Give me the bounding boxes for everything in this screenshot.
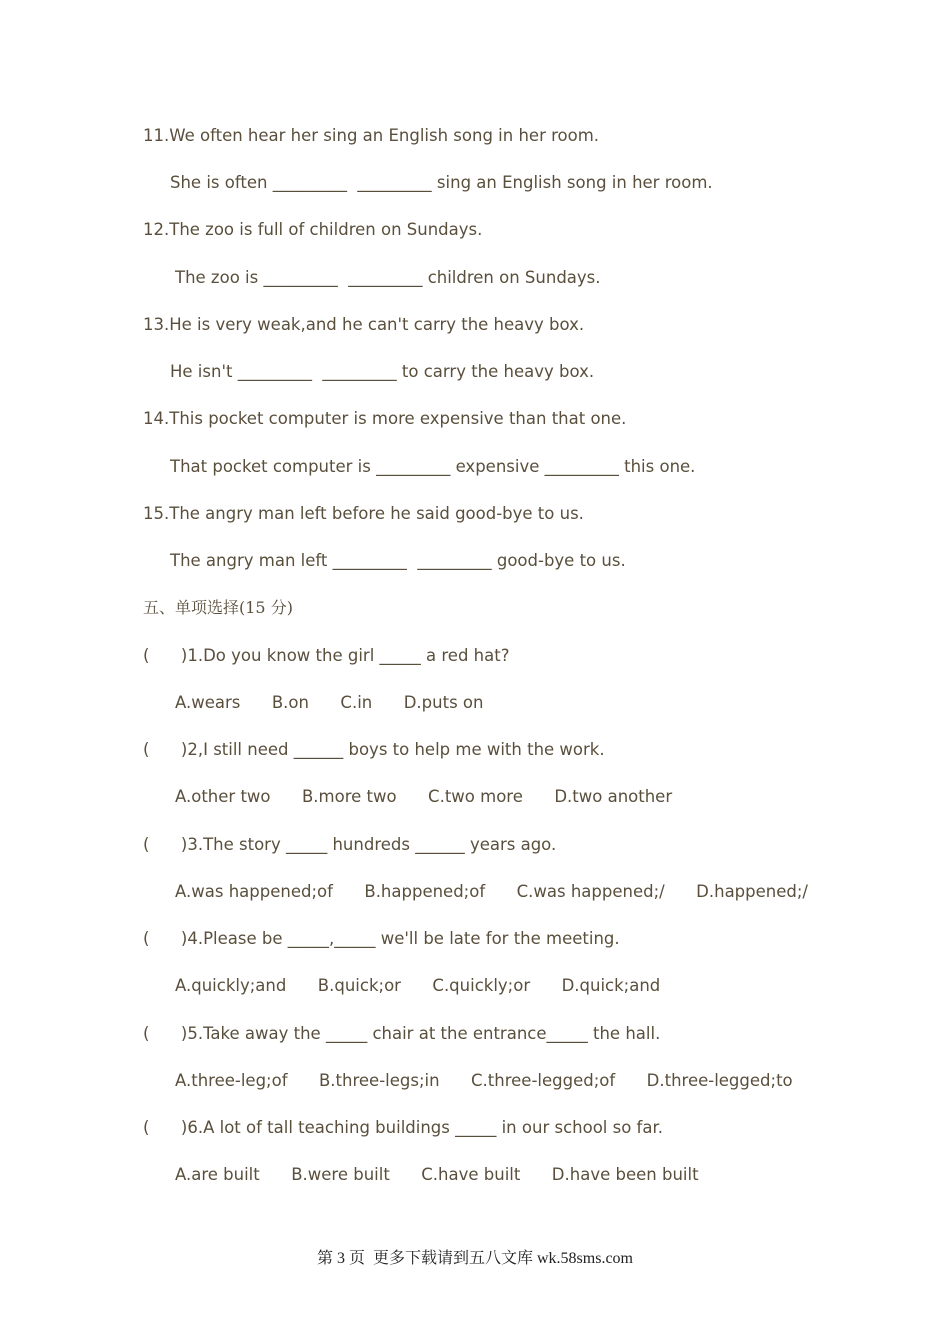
choice-1-question: ( )1.Do you know the girl _____ a red hat? (143, 646, 510, 665)
choice-1-options: A.wears B.on C.in D.puts on (175, 693, 484, 712)
question-12-original: 12.The zoo is full of children on Sundays. (143, 220, 483, 239)
section-title: 五、单项选择(15 分) (143, 598, 293, 617)
choice-5-options: A.three-leg;of B.three-legs;in C.three-legged;of D.three-legged;to (175, 1071, 793, 1090)
question-15-answer: The angry man left _________ _________ good-bye to us. (170, 551, 626, 570)
choice-4-options: A.quickly;and B.quick;or C.quickly;or D.quick;and (175, 976, 661, 995)
choice-2-question: ( )2,I still need ______ boys to help me with the work. (143, 740, 605, 759)
choice-3-question: ( )3.The story _____ hundreds ______ years ago. (143, 835, 557, 854)
choice-2-options: A.other two B.more two C.two more D.two another (175, 787, 673, 806)
choice-6-options: A.are built B.were built C.have built D.have been built (175, 1165, 699, 1184)
question-11-answer: She is often _________ _________ sing an English song in her room. (170, 173, 713, 192)
question-14-answer: That pocket computer is _________ expensive _________ this one. (170, 457, 696, 476)
question-13-original: 13.He is very weak,and he can't carry the heavy box. (143, 315, 585, 334)
question-12-answer: The zoo is _________ _________ children on Sundays. (175, 268, 601, 287)
choice-6-question: ( )6.A lot of tall teaching buildings _____ in our school so far. (143, 1118, 663, 1137)
page-footer: 第 3 页 更多下载请到五八文库 wk.58sms.com (316, 1250, 633, 1267)
question-11-original: 11.We often hear her sing an English song in her room. (143, 126, 600, 145)
choice-4-question: ( )4.Please be _____,_____ we'll be late for the meeting. (143, 929, 620, 948)
question-13-answer: He isn't _________ _________ to carry the heavy box. (170, 362, 595, 381)
choice-5-question: ( )5.Take away the _____ chair at the entrance_____ the hall. (143, 1024, 661, 1043)
question-15-original: 15.The angry man left before he said good-bye to us. (143, 504, 584, 523)
question-14-original: 14.This pocket computer is more expensive than that one. (143, 409, 627, 428)
choice-3-options: A.was happened;of B.happened;of C.was happened;/ D.happened;/ (175, 882, 808, 901)
